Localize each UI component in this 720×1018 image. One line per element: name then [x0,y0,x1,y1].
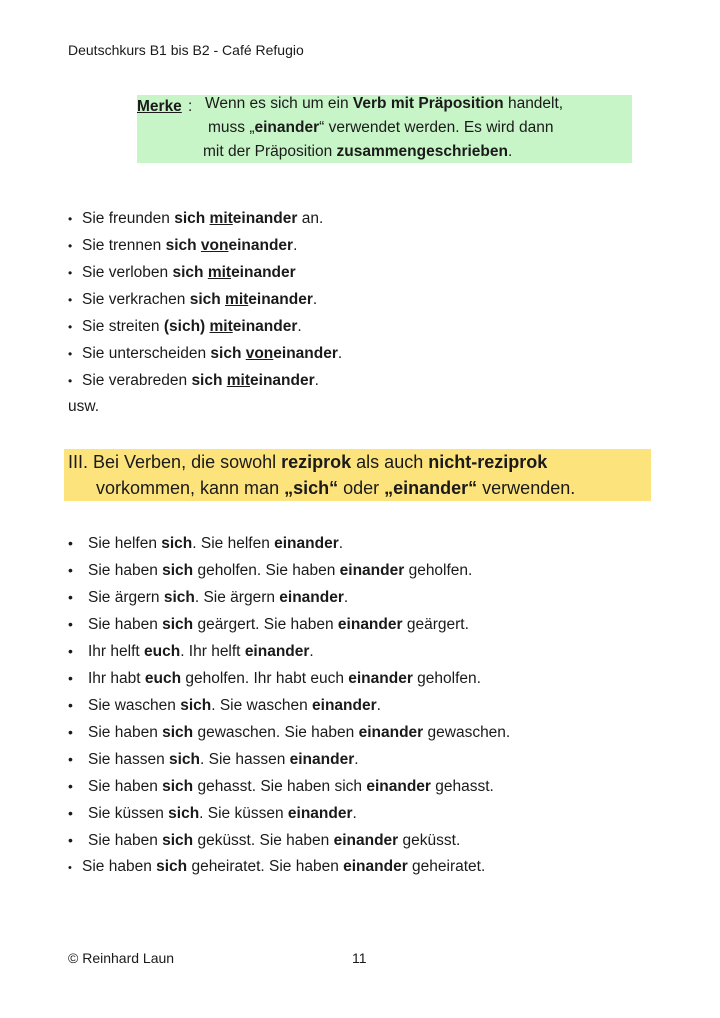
text-segment: Sie hassen [88,751,169,768]
page-header: Deutschkurs B1 bis B2 - Café Refugio [68,42,304,58]
text-segment: . [314,372,319,389]
bullet-icon: • [68,643,73,659]
bold-text: einander [232,318,298,335]
bold-text: sich [162,562,194,579]
list-item-text [82,345,342,362]
text-segment: . [297,318,302,335]
text-segment: gehasst. [430,778,494,795]
bold-text: sich [156,858,188,875]
text-segment: geholfen. Sie haben [193,562,340,579]
list-item-text [82,858,485,875]
list-item-text [88,724,510,741]
bold-text: sich [180,697,212,714]
bullet-icon: • [68,751,73,767]
text-segment: Sie verkrachen [82,291,190,308]
text-segment: Ihr helft [88,643,144,660]
bold-text: zusammengeschrieben [336,143,508,160]
bold-text: einander [348,670,413,687]
text-segment: Sie haben [88,562,163,579]
bullet-icon: • [68,862,72,874]
list-item [68,856,510,883]
bold-text: sich [191,372,227,389]
bold-text: Verb mit Präposition [352,95,504,112]
text-segment: Ihr habt [88,670,145,687]
text-segment: . Sie helfen [192,535,275,552]
list-item [68,316,342,343]
text-segment: geküsst. Sie haben [193,832,334,849]
list-item [68,613,510,640]
text-segment: Sie helfen [88,535,162,552]
colon: : [188,98,193,115]
list-item [68,532,510,559]
bold-text: einander [232,210,298,227]
bullet-icon: • [68,212,73,226]
text-segment: . [312,291,318,308]
bold-text: einander [244,643,310,660]
bold-text: euch [144,643,181,660]
bold-text: einander [248,291,313,308]
bullet-icon: • [68,266,73,280]
list-item-text [88,778,494,795]
bold-text: sich [163,589,195,606]
bold-text: mit [209,210,233,227]
text-segment: Wenn es sich um ein [205,95,353,112]
bold-text: einander [343,858,408,875]
list-item-text [88,832,460,849]
bullet-icon: • [68,589,73,605]
bold-text: einander [274,535,339,552]
text-segment: Sie haben [82,858,157,875]
list-item [68,829,510,856]
list-item [68,802,510,829]
text-segment: . Ihr helft [180,643,245,660]
bold-text: sich [172,264,208,281]
list-item-text [88,589,348,606]
text-segment: handelt, [503,95,564,112]
text-segment: Sie waschen [88,697,181,714]
list-item [68,721,510,748]
list-item [68,640,510,667]
text-segment: an. [297,210,324,227]
text-segment: Sie verloben [82,264,173,281]
text-segment: . Sie waschen [211,697,313,714]
list-item-text [82,291,317,308]
merke-line [203,140,512,164]
text-segment: . [337,345,343,362]
text-segment: . [354,751,359,768]
bullet-icon: • [68,724,73,740]
list-item [68,370,342,397]
list-item [68,748,510,775]
list-item [68,667,510,694]
bold-text: „einander“ [384,478,478,498]
bold-text: von [245,345,274,362]
bold-text: sich [161,535,193,552]
text-segment: geholfen. [412,670,481,687]
merke-note-box [137,95,632,163]
bold-text: einander [250,372,315,389]
list-item [68,586,510,613]
bold-text: einander [289,751,355,768]
text-segment: III. Bei Verben, die sowohl [68,452,282,472]
list-item-text [82,318,302,335]
usw-text: usw. [68,398,100,415]
text-segment: Sie haben [88,616,163,633]
text-segment: “ verwendet werden. Es wird dann [319,119,554,136]
bullet-icon: • [68,320,73,334]
bullet-icon: • [68,293,73,307]
list-item [68,694,510,721]
text-segment: geärgert. [402,616,469,633]
bold-text: einander [287,805,353,822]
preposition-examples-list [68,208,342,397]
bold-text: von [200,237,229,254]
bold-text: nicht-reziprok [428,452,548,472]
text-segment: Sie haben [88,724,163,741]
text-segment: Sie ärgern [88,589,164,606]
bullet-icon: • [68,778,73,794]
list-item [68,289,342,316]
list-item-text [88,562,472,579]
text-segment: geholfen. [404,562,473,579]
bullet-icon: • [68,374,73,388]
list-item [68,559,510,586]
bold-text: einander [254,119,320,136]
text-segment: . [338,535,344,552]
bold-text: euch [144,670,182,687]
text-segment: . [309,643,314,660]
list-item-text [88,805,357,822]
text-segment: geärgert. Sie haben [193,616,338,633]
text-segment: gewaschen. Sie haben [193,724,359,741]
text-segment: geküsst. [398,832,461,849]
text-segment: Sie streiten [82,318,164,335]
page-number: 11 [352,950,367,966]
bullet-icon: • [68,239,73,253]
text-segment: . [507,143,513,160]
bold-text: sich [189,291,226,308]
text-segment: mit der Präposition [203,143,337,160]
text-segment: vorkommen, kann man [96,478,285,498]
bold-text: reziprok [281,452,352,472]
text-segment: geheiratet. [407,858,486,875]
bold-text: sich [210,345,246,362]
bold-text: einander [273,345,338,362]
list-item-text [88,670,481,687]
text-segment: . [376,697,381,714]
bold-text: sich [169,751,201,768]
list-item-text [82,372,319,389]
list-item-text [82,264,296,281]
text-segment: Sie unterscheiden [82,345,211,362]
bold-text: einander [337,616,403,633]
merke-line [205,92,563,116]
text-segment: Sie haben [88,832,163,849]
section-iii-heading [64,449,651,501]
bold-text: einander [228,237,294,254]
bullet-icon: • [68,670,73,686]
merke-label: Merke [137,98,182,115]
text-segment: gehasst. Sie haben sich [193,778,367,795]
text-segment: oder [338,478,385,498]
text-segment: geholfen. Ihr habt euch [181,670,349,687]
bold-text: (sich) [163,318,210,335]
text-segment: muss „ [208,119,255,136]
bullet-icon: • [68,832,73,848]
text-segment: . [352,805,357,822]
bold-text: sich [162,778,194,795]
text-segment: Sie freunden [82,210,175,227]
bullet-icon: • [68,562,73,578]
section-line [68,449,547,475]
bold-text: einander [279,589,344,606]
section-line [96,475,575,501]
list-item-text [82,210,323,227]
text-segment: gewaschen. [423,724,511,741]
bold-text: mit [207,264,232,281]
list-item [68,235,342,262]
list-item-text [88,751,359,768]
text-segment: Sie küssen [88,805,169,822]
bold-text: sich [174,210,210,227]
footer-copyright: © Reinhard Laun [68,950,175,966]
bold-text: sich [162,832,194,849]
bold-text: „sich“ [284,478,339,498]
list-item-text [82,237,297,254]
list-item-text [88,535,343,552]
reciprocal-examples-list [68,532,510,883]
list-item [68,262,342,289]
text-segment: . Sie küssen [199,805,288,822]
list-item [68,208,342,235]
merke-line [208,116,553,140]
bold-text: einander [366,778,431,795]
bold-text: sich [168,805,200,822]
bold-text: sich [165,237,201,254]
bold-text: einander [339,562,405,579]
text-segment: Sie haben [88,778,163,795]
bold-text: mit [226,372,251,389]
bullet-icon: • [68,805,73,821]
bold-text: sich [162,724,194,741]
text-segment: Sie verabreden [82,372,192,389]
text-segment: Sie trennen [82,237,166,254]
bold-text: sich [162,616,194,633]
bold-text: einander [231,264,296,281]
bold-text: einander [358,724,424,741]
list-item-text [88,616,469,633]
text-segment: . Sie hassen [200,751,290,768]
list-item-text [88,643,314,660]
list-item [68,343,342,370]
bold-text: einander [333,832,399,849]
bold-text: mit [225,291,249,308]
text-segment: . [343,589,349,606]
bold-text: mit [209,318,233,335]
list-item [68,775,510,802]
text-segment: . [293,237,298,254]
bullet-icon: • [68,347,73,361]
text-segment: geheiratet. Sie haben [187,858,344,875]
bold-text: einander [312,697,377,714]
text-segment: als auch [351,452,429,472]
text-segment: . Sie ärgern [194,589,280,606]
text-segment: verwenden. [477,478,576,498]
bullet-icon: • [68,697,73,713]
bullet-icon: • [68,535,73,551]
bullet-icon: • [68,616,73,632]
list-item-text [88,697,381,714]
